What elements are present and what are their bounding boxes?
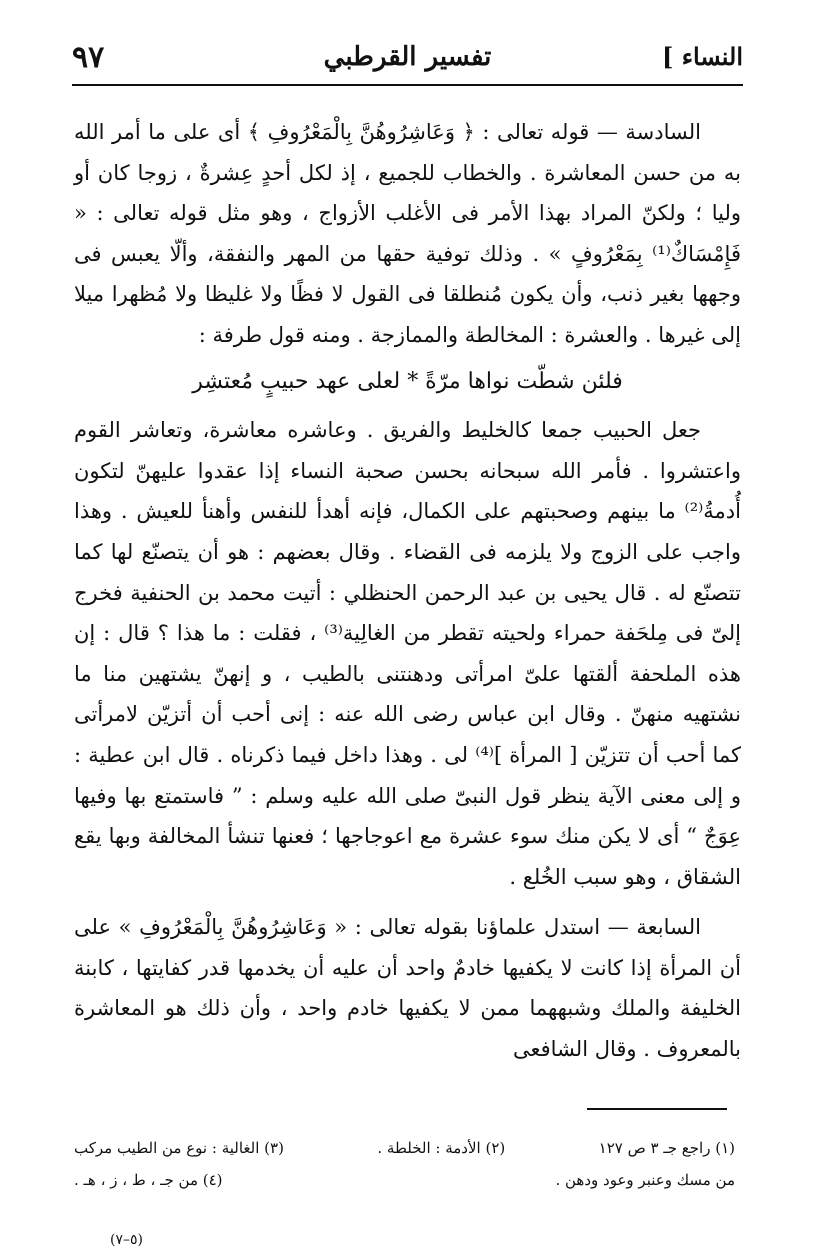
poetry-verse: فلئن شطّت نواها مرّةً * لعلى عهد حبيبٍ مُعتشِر xyxy=(192,368,623,394)
paragraph-continued: جعل الحبيب جمعا كالخليط والفريق . وعاشره معاشرة، وتعاشر القوم واعتشروا . فأمر الله سبحانه بحسن صحبة النساء إذا عقدوا عليهنّ لتكون أُدمةُ⁽²⁾ ما بينهم وصحبتهم على الكمال، فإنه أهدأ للنفس وأهنأ للعيش . وهذا واجب على الزوج ولا يلزمه فى القضاء . وقال بعضهم : هو أن يتصنّع لها كما تتصنّع له . قال يحيى بن عبد الرحمن الحنظلي : أتيت محمد بن الحنفية فخرج إلىّ فى مِلحَفة حمراء ولحيته تقطر من الغالِية⁽³⁾ ، فقلت : ما هذا ؟ قال : إن هذه الملحفة ألقتها علىّ امرأتى ودهنتنى بالطيب ، و إنهنّ يشتهين منا ما نشتهيه منهنّ . وقال ابن عباس رضى الله عنه : إنى أحب أن أتزيّن لامرأتى كما أحب أن تتزيّن [ المرأة ]⁽⁴⁾ لى . وهذا داخل فيما ذكرناه . قال ابن عطية : و إلى معنى الآية ينظر قول النبىّ صلى الله عليه وسلم : ” فاستمتع بها وفيها عِوَجٌ “ أى لا يكن منك سوء عشرة مع اعوجاجها ؛ فعنها تنشأ المخالفة وبها يقع الشقاق ، وهو سبب الخُلع . xyxy=(74,418,741,889)
footnote-2: (٢) الأدمة : الخلطة . xyxy=(377,1139,506,1157)
main-text xyxy=(74,112,741,1070)
footnote-3: (٣) الغالية : نوع من الطيب مركب xyxy=(74,1139,284,1157)
running-title: تفسير القرطبي xyxy=(323,42,492,72)
footnote-4: (٤) من جـ ، ط ، ز ، هـ . xyxy=(74,1171,223,1189)
footnote-1: (١) راجع جـ ٣ ص ١٢٧ xyxy=(598,1139,735,1157)
footnote-rule xyxy=(587,1108,727,1110)
footnote-row xyxy=(74,1164,735,1196)
paragraph-sixth: السادسة — قوله تعالى : ﴿ وَعَاشِرُوهُنَّ بِالْمَعْرُوفِ ﴾ أى على ما أمر الله به من حسن المعاشرة . والخطاب للجميع ، إذ لكل أحدٍ عِشرةٌ ، زوجا كان أو وليا ؛ ولكنّ المراد بهذا الأمر فى الأغلب الأزواج ، وهو مثل قوله تعالى : « فَإِمْسَاكٌ⁽¹⁾ بِمَعْرُوفٍ » . وذلك توفية حقها من المهر والنفقة، وألّا يعبس فى وجهها بغير ذنب، وأن يكون مُنطلقا فى القول لا فظًا ولا غليظا ولا مُظهرا ميلا إلى غيرها . والعشرة : المخالطة والممازجة . ومنه قول طرفة : xyxy=(74,120,741,347)
page-number: ٩٧ xyxy=(72,40,105,75)
page-header xyxy=(72,36,743,86)
paragraph-gap xyxy=(74,897,741,907)
surah-name: النساء ] xyxy=(662,42,743,71)
footnote-3-continued: من مسك وعنبر وعود ودهن . xyxy=(555,1171,735,1189)
printer-signature: (٥–٧) xyxy=(110,1232,143,1248)
paragraph-seventh: السابعة — استدل علماؤنا بقوله تعالى : « وَعَاشِرُوهُنَّ بِالْمَعْرُوفِ » على أن المرأة إذا كانت لا يكفيها خادمٌ واحد أن عليه أن يخدمها قدر كفايتها ، كابنة الخليفة والملك وشبههما ممن لا يكفيها خادم واحد ، وأن ذلك هو المعاشرة بالمعروف . وقال الشافعى xyxy=(74,915,741,1062)
footnote-row xyxy=(74,1132,735,1164)
header-rule xyxy=(72,84,743,86)
footnotes xyxy=(74,1132,735,1196)
